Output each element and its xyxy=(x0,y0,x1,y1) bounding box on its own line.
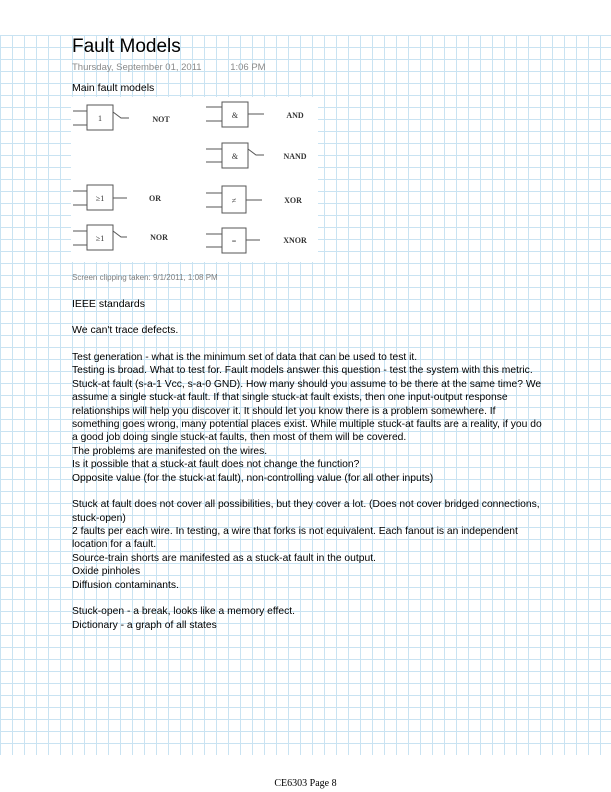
note-line: Stuck at fault does not cover all possibilities, but they cover a lot. (Does not cover bridged connections, xyxy=(72,499,540,511)
blank-line xyxy=(72,592,604,605)
nand-gate-icon xyxy=(206,143,307,168)
note-line: stuck-open) xyxy=(72,512,126,524)
note-line: Opposite value (for the stuck-at fault), non-controlling value (for all other inputs) xyxy=(72,472,434,484)
xor-gate-icon xyxy=(206,186,302,213)
page-footer: CE6303 Page 8 xyxy=(274,778,337,789)
and-gate-icon xyxy=(206,102,304,127)
note-line: The problems are manifested on the wires. xyxy=(72,445,268,457)
note-line: relationships will help you discover it. It should let you know there is a problem somewhere. If xyxy=(72,405,496,417)
page-time: 1:06 PM xyxy=(230,62,266,73)
figure-heading: Main fault models xyxy=(72,82,155,94)
page-title: Fault Models xyxy=(72,36,181,57)
blank-line xyxy=(72,485,604,498)
svg-text:NOR: NOR xyxy=(150,233,168,242)
trace-defects-note: We can't trace defects. xyxy=(72,324,179,336)
logic-gates-screen-clipping xyxy=(71,97,318,262)
svg-text:NAND: NAND xyxy=(283,152,307,161)
svg-text:NOT: NOT xyxy=(152,115,170,124)
note-line: something goes wrong, many potential places exist. While multiple stuck-at faults are a reality, if you do xyxy=(72,418,542,430)
note-line: Is it possible that a stuck-at fault does not change the function? xyxy=(72,459,360,471)
or-gate-icon xyxy=(73,185,161,210)
note-line: Source-train shorts are manifested as a stuck-at fault in the output. xyxy=(72,552,376,564)
page-timestamp xyxy=(72,62,266,74)
svg-text:≥1: ≥1 xyxy=(95,194,105,203)
nor-gate-icon xyxy=(73,225,168,250)
note-line: assume a single stuck-at fault. If that single stuck-at fault exists, then one input-output response xyxy=(72,392,508,404)
notes-body xyxy=(72,351,604,632)
svg-text:OR: OR xyxy=(149,194,161,203)
note-line: Test generation - what is the minimum set of data that can be used to test it. xyxy=(72,352,418,363)
ieee-standards-note: IEEE standards xyxy=(72,298,145,310)
screen-clipping-caption: Screen clipping taken: 9/1/2011, 1:08 PM xyxy=(72,273,218,282)
not-gate-icon xyxy=(73,105,170,130)
note-line: Dictionary - a graph of all states xyxy=(72,619,217,631)
note-line: Testing is broad. What to test for. Fault models answer this question - test the system with this metric. xyxy=(72,365,533,377)
svg-text:1: 1 xyxy=(98,114,102,123)
svg-text:&: & xyxy=(231,152,239,161)
xnor-gate-icon xyxy=(206,228,307,253)
svg-text:≠: ≠ xyxy=(231,196,237,205)
svg-text:&: & xyxy=(231,111,239,120)
note-line: Diffusion contaminants. xyxy=(72,579,179,591)
svg-text:AND: AND xyxy=(286,111,304,120)
note-line: a good job doing single stuck-at faults, then most of them will be covered. xyxy=(72,432,407,444)
note-line: Stuck-at fault (s-a-1 Vcc, s-a-0 GND). How many should you assume to be there at the same time? We xyxy=(72,378,542,390)
svg-text:XOR: XOR xyxy=(284,196,302,205)
note-line: Oxide pinholes xyxy=(72,566,141,578)
svg-text:XNOR: XNOR xyxy=(283,236,307,245)
svg-text:=: = xyxy=(231,237,237,246)
note-line: location for a fault. xyxy=(72,539,157,551)
page-date: Thursday, September 01, 2011 xyxy=(72,62,202,73)
svg-text:≥1: ≥1 xyxy=(95,234,105,243)
note-line: Stuck-open - a break, looks like a memory effect. xyxy=(72,606,296,618)
note-line: 2 faults per each wire. In testing, a wire that forks is not equivalent. Each fanout is an independent xyxy=(72,526,518,538)
